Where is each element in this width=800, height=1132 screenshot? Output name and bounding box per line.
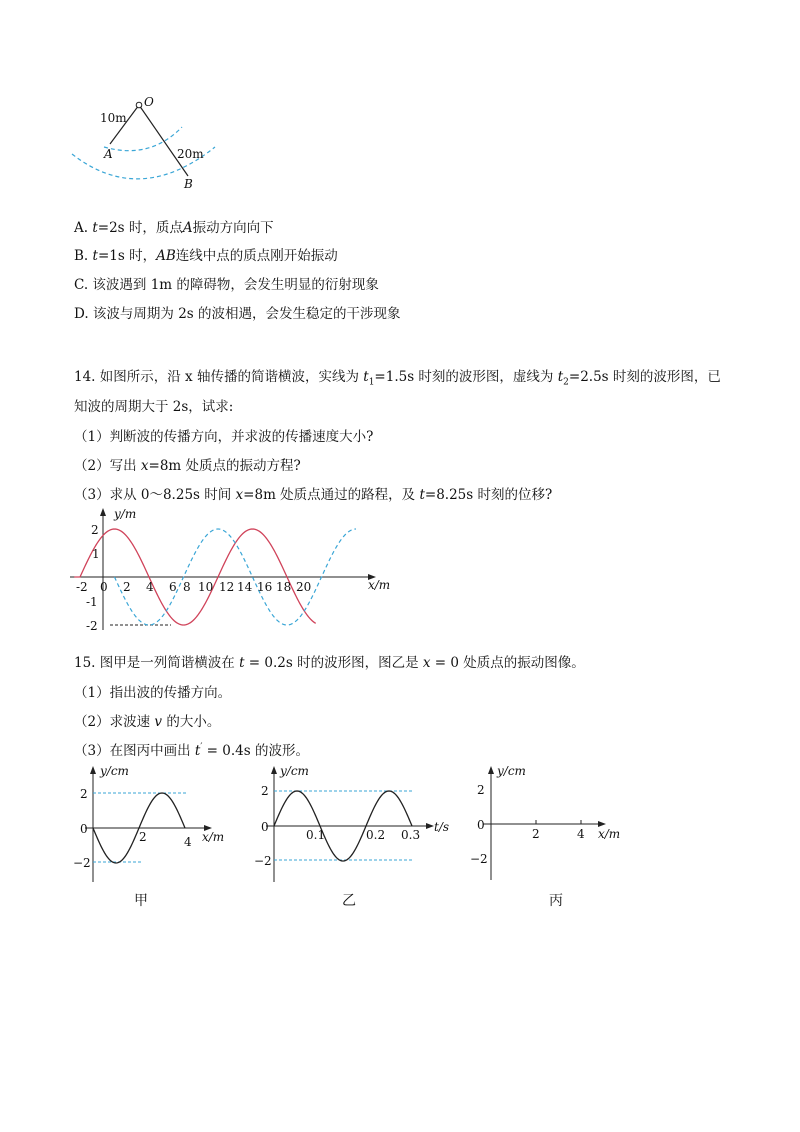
q15-sub1: （1）指出波的传播方向。	[74, 685, 232, 701]
label-O: O	[144, 95, 154, 109]
xtick-20: 20	[296, 580, 312, 594]
ytick-2: 2	[80, 787, 88, 801]
label-B: B	[184, 177, 193, 191]
caption-bing: 丙	[549, 893, 563, 909]
xtick-14: 14	[237, 580, 253, 594]
xtick-16: 16	[257, 580, 273, 594]
y-axis-label: y/m	[114, 507, 137, 521]
ytick-2: 2	[261, 784, 269, 798]
label-20m: 20m	[177, 147, 204, 161]
caption-jia: 甲	[134, 893, 148, 909]
xtick-0.1: 0.1	[306, 828, 326, 842]
x-axis-label: t/s	[434, 820, 450, 834]
xtick-4: 4	[184, 835, 192, 849]
q15-sub3: （3）在图丙中画出 t′ = 0.4s 的波形。	[74, 742, 309, 759]
segment-OB	[139, 105, 188, 176]
option-C: C. 该波遇到 1m 的障碍物，会发生明显的衍射现象	[74, 277, 379, 293]
label-10m: 10m	[100, 111, 127, 125]
y-axis-label: y/cm	[280, 764, 309, 778]
option-B: B. t=1s 时，AB连线中点的质点刚开始振动	[74, 248, 338, 264]
q14-sub2: （2）写出 x=8m 处质点的振动方程?	[74, 458, 301, 474]
xtick-2: 2	[532, 827, 540, 841]
y-axis-arrow	[100, 508, 106, 516]
ytick-neg2: -2	[86, 619, 98, 633]
y-axis-label: y/cm	[497, 764, 526, 778]
ytick-neg2: −2	[73, 856, 91, 870]
ytick-neg1: -1	[86, 595, 98, 609]
x-axis-label: x/m	[368, 578, 391, 592]
y-axis-arrow	[271, 766, 277, 774]
q14-stem-line2: 知波的周期大于 2s，试求:	[74, 399, 234, 415]
xtick-10: 10	[198, 580, 214, 594]
graph-bing	[460, 758, 640, 918]
q14-wave-graph	[60, 500, 400, 640]
ytick-0: 0	[80, 822, 88, 836]
option-D: D. 该波与周期为 2s 的波相遇，会发生稳定的干涉现象	[74, 306, 401, 322]
inner-wavefront-arc	[104, 127, 182, 151]
ytick-neg2: −2	[470, 852, 488, 866]
ytick-0: 0	[477, 818, 485, 832]
y-axis-arrow	[488, 766, 494, 774]
point-O	[136, 102, 142, 108]
ytick-1: 1	[92, 547, 100, 561]
ytick-2: 2	[91, 523, 99, 537]
xtick-2: 2	[123, 580, 131, 594]
q14-sub1: （1）判断波的传播方向，并求波的传播速度大小?	[74, 429, 374, 445]
x-axis-label: x/m	[598, 827, 621, 841]
xtick-0: 0	[100, 580, 108, 594]
q13-figure	[60, 92, 230, 197]
q15-sub2: （2）求波速 v 的大小。	[74, 714, 221, 730]
xtick-0.2: 0.2	[366, 828, 386, 842]
graph-yi	[240, 758, 470, 918]
label-A: A	[104, 147, 113, 161]
q14-sub3: （3）求从 0～8.25s 时间 x=8m 处质点通过的路程，及 t=8.25s 时刻的位移?	[74, 487, 553, 503]
xtick-4: 4	[577, 827, 585, 841]
x-axis-arrow	[426, 823, 434, 829]
xtick-2: 2	[139, 830, 147, 844]
x-axis-label: x/m	[202, 830, 225, 844]
ytick-0: 0	[261, 820, 269, 834]
xtick-12: 12	[219, 580, 235, 594]
xtick-4: 4	[146, 580, 154, 594]
xtick--2: -2	[76, 580, 88, 594]
y-axis-arrow	[90, 766, 96, 774]
ytick-2: 2	[477, 783, 485, 797]
option-A: A. t=2s 时，质点A振动方向向下	[74, 220, 274, 236]
caption-yi: 乙	[342, 893, 356, 909]
xtick-8: 8	[183, 580, 191, 594]
graph-jia	[60, 758, 240, 918]
q15-stem: 15. 图甲是一列简谐横波在 t = 0.2s 时的波形图，图乙是 x = 0 处质点的振动图像。	[74, 655, 585, 671]
ytick-neg2: −2	[254, 854, 272, 868]
y-axis-label: y/cm	[100, 764, 129, 778]
xtick-18: 18	[276, 580, 292, 594]
xtick-0.3: 0.3	[401, 828, 421, 842]
xtick-6: 6	[169, 580, 177, 594]
q14-stem-line1: 14. 如图所示，沿 x 轴传播的简谐横波，实线为 $t_1=1.5s$ 时刻的波形图，虚线为 $t_2=2.5s$ 时刻的波形图，已	[74, 369, 721, 388]
